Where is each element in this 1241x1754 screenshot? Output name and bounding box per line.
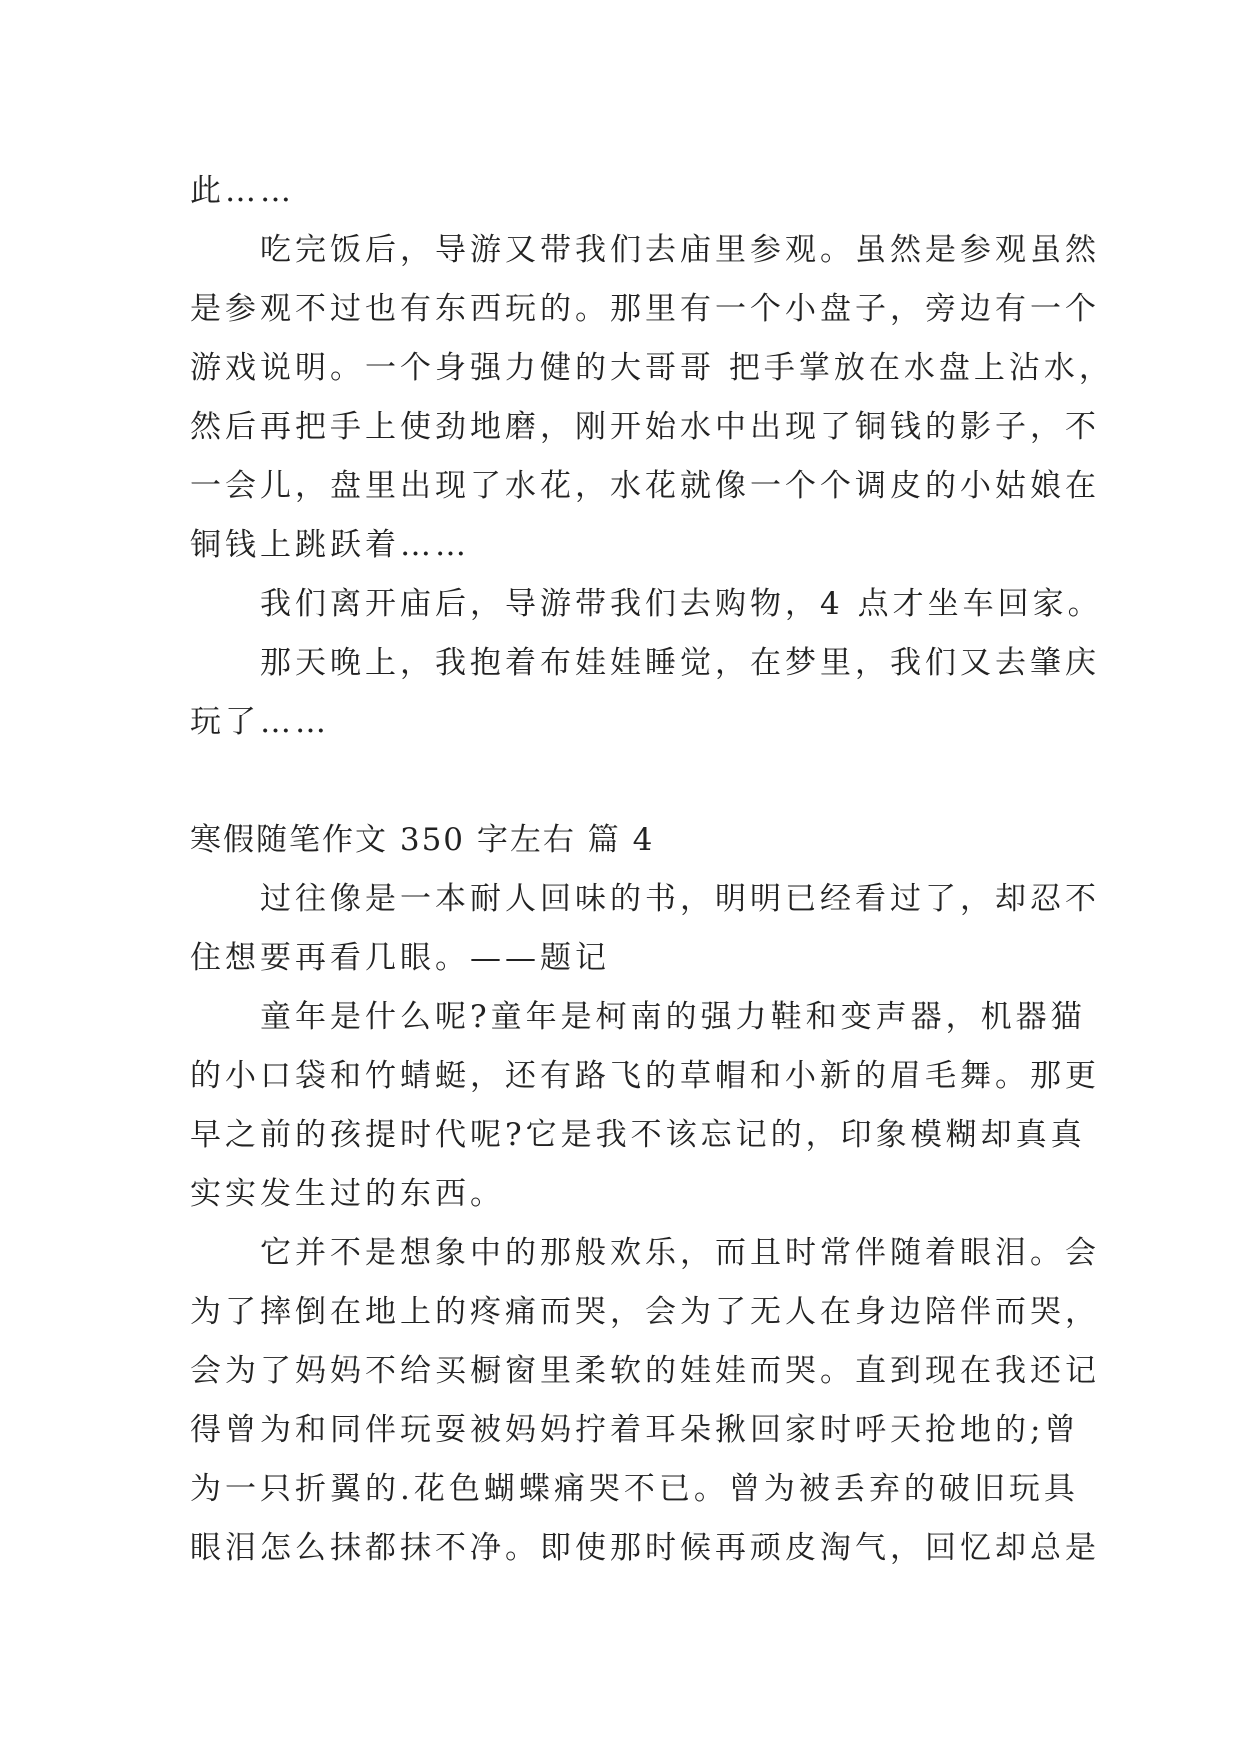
text-line: 一会儿，盘里出现了水花，水花就像一个个调皮的小姑娘在 (190, 468, 1100, 504)
text-line: 早之前的孩提时代呢?它是我不该忘记的，印象模糊却真真 (190, 1117, 1086, 1153)
text-line: 此…… (190, 173, 295, 209)
text-line: 铜钱上跳跃着…… (190, 527, 470, 563)
text-line: 为一只折翼的.花色蝴蝶痛哭不已。曾为被丢弃的破旧玩具 (190, 1471, 1079, 1507)
paragraph-first-line: 吃完饭后，导游又带我们去庙里参观。虽然是参观虽然 (260, 232, 1100, 268)
text-line: 然后再把手上使劲地磨，刚开始水中出现了铜钱的影子，不 (190, 409, 1100, 445)
text-line: 是参观不过也有东西玩的。那里有一个小盘子，旁边有一个 (190, 291, 1100, 327)
text-line: 游戏说明。一个身强力健的大哥哥 把手掌放在水盘上沾水， (190, 350, 1114, 386)
text-line: 眼泪怎么抹都抹不净。即使那时候再顽皮淘气，回忆却总是 (190, 1530, 1100, 1566)
text-line: 玩了…… (190, 704, 330, 740)
text-line: 为了摔倒在地上的疼痛而哭，会为了无人在身边陪伴而哭， (190, 1294, 1100, 1330)
text-line: 实实发生过的东西。 (190, 1176, 505, 1212)
text-line: 住想要再看几眼。——题记 (190, 940, 610, 976)
paragraph-first-line: 那天晚上，我抱着布娃娃睡觉，在梦里，我们又去肇庆 (260, 645, 1100, 681)
text-line: 的小口袋和竹蜻蜓，还有路飞的草帽和小新的眉毛舞。那更 (190, 1058, 1100, 1094)
paragraph-first-line: 童年是什么呢?童年是柯南的强力鞋和变声器，机器猫 (260, 999, 1086, 1035)
paragraph-first-line: 我们离开庙后，导游带我们去购物，4 点才坐车回家。 (260, 586, 1103, 622)
section-title: 寒假随笔作文 350 字左右 篇 4 (190, 822, 655, 858)
text-line: 会为了妈妈不给买橱窗里柔软的娃娃而哭。直到现在我还记 (190, 1353, 1100, 1389)
text-column (190, 162, 1114, 1578)
paragraph-first-line: 过往像是一本耐人回味的书，明明已经看过了，却忍不 (260, 881, 1100, 917)
paragraph-first-line: 它并不是想象中的那般欢乐，而且时常伴随着眼泪。会 (260, 1235, 1100, 1271)
section-gap (190, 752, 1058, 811)
text-line: 得曾为和同伴玩耍被妈妈拧着耳朵揪回家时呼天抢地的;曾 (190, 1412, 1080, 1448)
